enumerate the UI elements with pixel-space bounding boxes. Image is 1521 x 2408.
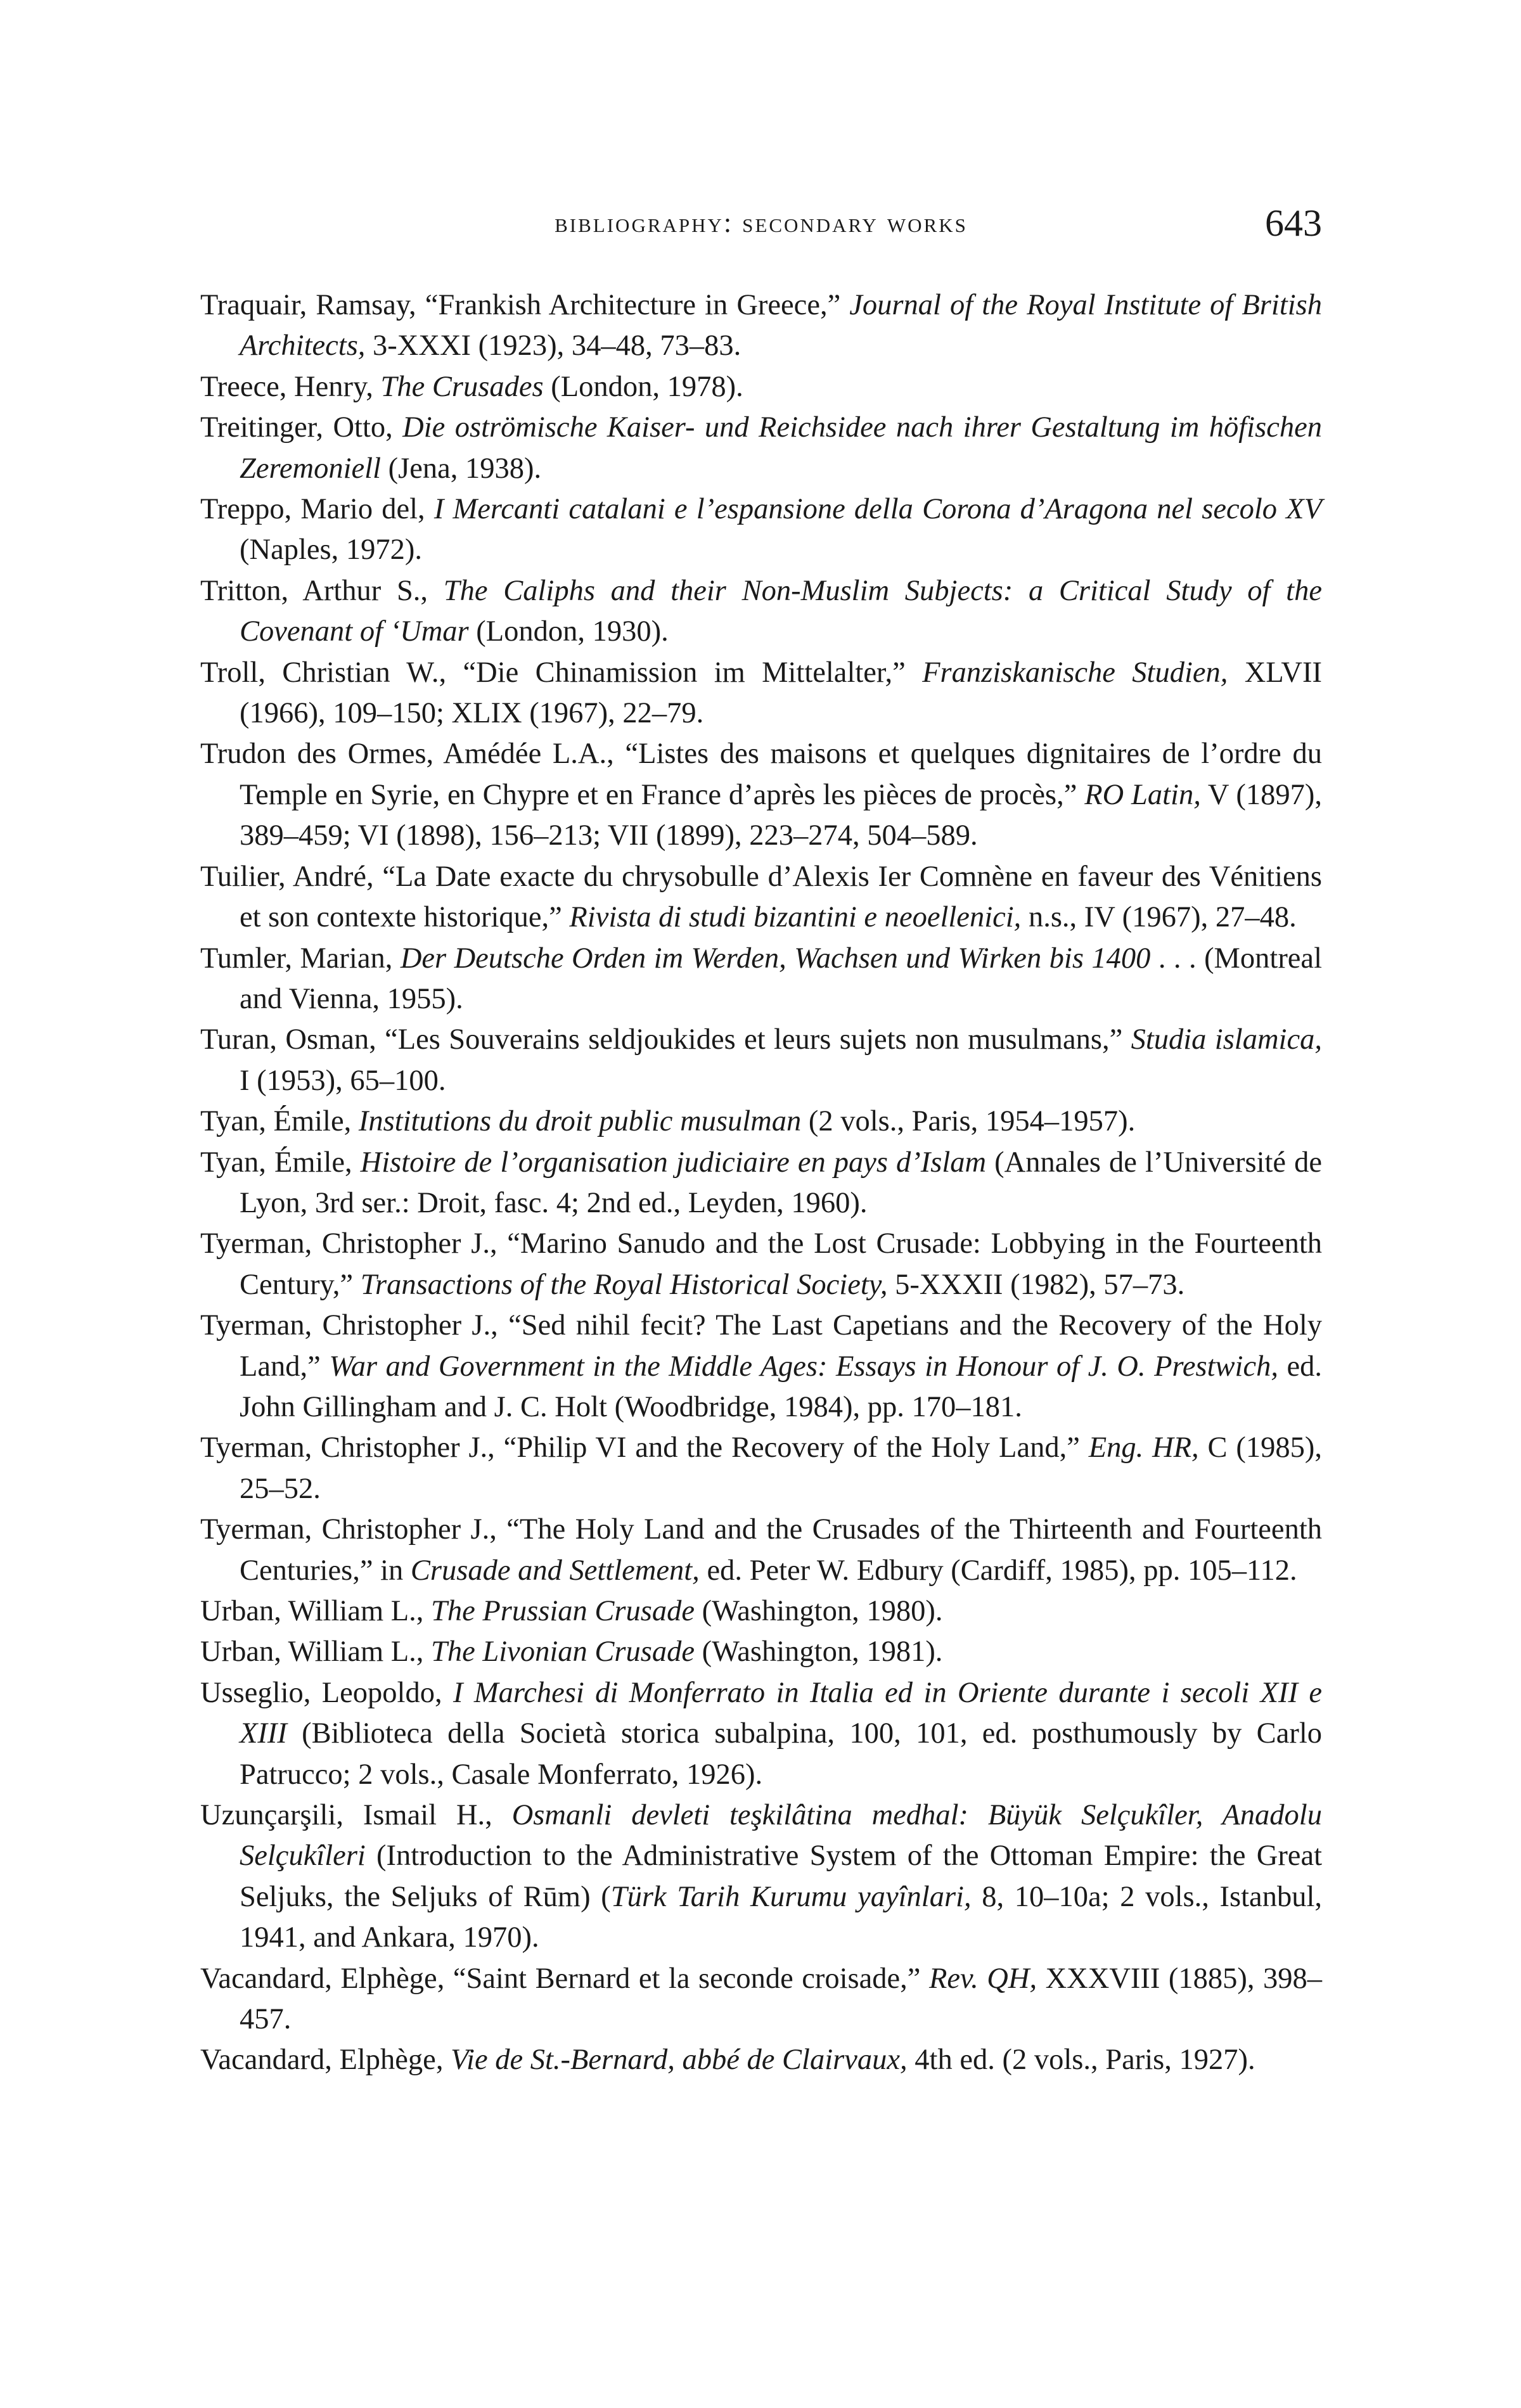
entry-title-italic: Türk Tarih Kurumu yayînlari, bbox=[610, 1880, 972, 1913]
bibliography-entry bbox=[200, 367, 1322, 407]
bibliography-entry bbox=[200, 407, 1322, 489]
entry-title-italic: RO Latin, bbox=[1084, 778, 1201, 811]
entry-text: Vacandard, Elphège, “Saint Bernard et la seconde croisade,” bbox=[200, 1962, 929, 1995]
entry-text: (Washington, 1980). bbox=[695, 1595, 943, 1627]
bibliography-entry bbox=[200, 2040, 1322, 2080]
entry-text: Uzunçarşili, Ismail H., bbox=[200, 1799, 512, 1832]
entry-title-italic: The Prussian Crusade bbox=[431, 1595, 695, 1627]
page-header bbox=[200, 202, 1322, 252]
entry-title-italic: The Caliphs and their Non-Muslim Subjects: a Critical Study of the Covenant of ‘Umar bbox=[240, 574, 1322, 648]
entry-text: Troll, Christian W., “Die Chinamission im Mittelalter,” bbox=[200, 656, 923, 689]
entry-text: (London, 1978). bbox=[543, 370, 743, 403]
entry-title-italic: Studia islamica, bbox=[1131, 1023, 1322, 1056]
entry-text: (2 vols., Paris, 1954–1957). bbox=[801, 1105, 1136, 1138]
entry-title-italic: Rev. QH, bbox=[928, 1962, 1037, 1995]
entry-title-italic: Transactions of the Royal Historical Society, bbox=[360, 1268, 888, 1301]
entry-text: Tuilier, André, “La Date exacte du chrysobulle d’Alexis Ier Comnène en faveur des Vénitiens et son contexte historique,” bbox=[200, 860, 1322, 934]
entry-text: 5-XXXII (1982), 57–73. bbox=[887, 1268, 1185, 1301]
entry-text: (Annales de l’Université de Lyon, 3rd ser.: Droit, fasc. 4; 2nd ed., Leyden, 1960). bbox=[240, 1146, 1322, 1219]
bibliography-entry bbox=[200, 1020, 1322, 1101]
bibliography-entry bbox=[200, 1224, 1322, 1305]
entry-title-italic: The Crusades bbox=[380, 370, 544, 403]
entry-text: Tyerman, Christopher J., “The Holy Land and the Crusades of the Thirteenth and Fourteenth Centuries,” in bbox=[200, 1513, 1322, 1587]
bibliography-entry bbox=[200, 1101, 1322, 1142]
entry-title-italic: Journal of the Royal Institute of British Architects, bbox=[240, 289, 1322, 362]
bibliography-entry bbox=[200, 653, 1322, 734]
entry-title-italic: War and Government in the Middle Ages: Essays in Honour of J. O. Prestwich, bbox=[329, 1350, 1278, 1383]
entry-text: Tyerman, Christopher J., “Philip VI and the Recovery of the Holy Land,” bbox=[200, 1431, 1089, 1464]
bibliography-entry bbox=[200, 571, 1322, 653]
entry-text: Trudon des Ormes, Amédée L.A., “Listes des maisons et quelques dignitaires de l’ordre du Temple en Syrie, en Chypre et en France d’après les pièces de procès,” bbox=[200, 738, 1322, 811]
bibliography-list bbox=[200, 285, 1322, 2081]
entry-text: ed. Peter W. Edbury (Cardiff, 1985), pp. 105–112. bbox=[699, 1554, 1297, 1587]
bibliography-entry bbox=[200, 734, 1322, 856]
entry-title-italic: Eng. HR, bbox=[1088, 1431, 1199, 1464]
page-number: 643 bbox=[1265, 202, 1322, 244]
entry-title-italic: Histoire de l’organisation judiciaire en pays d’Islam bbox=[360, 1146, 987, 1179]
bibliography-entry bbox=[200, 489, 1322, 571]
bibliography-entry bbox=[200, 1509, 1322, 1591]
entry-text: Urban, William L., bbox=[200, 1636, 432, 1668]
bibliography-entry bbox=[200, 1632, 1322, 1672]
entry-text: Treppo, Mario del, bbox=[200, 493, 434, 526]
entry-title-italic: Die oströmische Kaiser- und Reichsidee nach ihrer Gestaltung im höfischen Zeremoniell bbox=[240, 411, 1322, 485]
entry-text: Tyerman, Christopher J., “Sed nihil fecit? The Last Capetians and the Recovery of the Holy Land,” bbox=[200, 1309, 1322, 1383]
entry-text: n.s., IV (1967), 27–48. bbox=[1021, 901, 1297, 934]
entry-title-italic: I Mercanti catalani e l’espansione della Corona d’Aragona nel secolo XV bbox=[433, 493, 1322, 526]
entry-title-italic: I Marchesi di Monferrato in Italia ed in Oriente durante i secoli XII e XIII bbox=[240, 1676, 1322, 1750]
entry-text: Turan, Osman, “Les Souverains seldjoukides et leurs sujets non musulmans,” bbox=[200, 1023, 1131, 1056]
entry-text: Tritton, Arthur S., bbox=[200, 574, 444, 607]
entry-text: Treece, Henry, bbox=[200, 370, 381, 403]
entry-text: I (1953), 65–100. bbox=[240, 1064, 446, 1097]
entry-text: . . . (Montreal and Vienna, 1955). bbox=[240, 942, 1322, 1015]
entry-text: Treitinger, Otto, bbox=[200, 411, 403, 444]
entry-text: (Biblioteca della Società storica subalpina, 100, 101, ed. posthumously by Carlo Patrucco; 2 vols., Casale Monferrato, 1926). bbox=[240, 1717, 1322, 1791]
entry-text: Usseglio, Leopoldo, bbox=[200, 1676, 453, 1709]
entry-text: (Naples, 1972). bbox=[240, 534, 422, 567]
entry-text: Traquair, Ramsay, “Frankish Architecture in Greece,” bbox=[200, 289, 850, 321]
bibliography-entry bbox=[200, 1795, 1322, 1959]
bibliography-entry bbox=[200, 285, 1322, 367]
entry-text: (London, 1930). bbox=[468, 615, 669, 648]
entry-text: XLVII (1966), 109–150; XLIX (1967), 22–79. bbox=[240, 656, 1322, 730]
bibliography-entry bbox=[200, 1673, 1322, 1795]
entry-text: ed. John Gillingham and J. C. Holt (Woodbridge, 1984), pp. 170–181. bbox=[240, 1350, 1323, 1423]
entry-text: (Washington, 1981). bbox=[694, 1636, 943, 1668]
entry-text: Tyan, Émile, bbox=[200, 1105, 359, 1138]
entry-text: 8, 10–10a; 2 vols., Istanbul, 1941, and Ankara, 1970). bbox=[240, 1880, 1322, 1954]
bibliography-entry bbox=[200, 857, 1322, 938]
entry-text: (Jena, 1938). bbox=[381, 452, 542, 485]
running-head: bibliography: secondary works bbox=[555, 207, 968, 238]
bibliography-entry bbox=[200, 1143, 1322, 1224]
entry-text: 4th ed. (2 vols., Paris, 1927). bbox=[907, 2044, 1255, 2077]
entry-title-italic: Der Deutsche Orden im Werden, Wachsen und Wirken bis 1400 bbox=[400, 942, 1151, 975]
entry-text: Tyan, Émile, bbox=[200, 1146, 361, 1179]
bibliography-entry bbox=[200, 1305, 1322, 1428]
entry-title-italic: Crusade and Settlement, bbox=[410, 1554, 700, 1587]
entry-text: C (1985), 25–52. bbox=[240, 1431, 1322, 1505]
entry-text: (Introduction to the Administrative System of the Ottoman Empire: the Great Seljuks, the Seljuks of Rūm) ( bbox=[240, 1840, 1322, 1913]
bibliography-entry bbox=[200, 1959, 1322, 2040]
entry-title-italic: Osmanli devleti teşkilâtina medhal: Büyük Selçukîler, Anadolu Selçukîleri bbox=[240, 1799, 1322, 1873]
entry-title-italic: Rivista di studi bizantini e neoellenici, bbox=[569, 901, 1022, 934]
entry-title-italic: Vie de St.-Bernard, abbé de Clairvaux, bbox=[451, 2044, 908, 2077]
entry-title-italic: The Livonian Crusade bbox=[431, 1636, 695, 1668]
bibliography-entry bbox=[200, 1428, 1322, 1509]
bibliography-entry bbox=[200, 1591, 1322, 1632]
entry-text: Vacandard, Elphège, bbox=[200, 2044, 451, 2077]
entry-text: Tumler, Marian, bbox=[200, 942, 401, 975]
entry-text: V (1897), 389–459; VI (1898), 156–213; VII (1899), 223–274, 504–589. bbox=[240, 778, 1323, 852]
entry-title-italic: Institutions du droit public musulman bbox=[358, 1105, 802, 1138]
entry-text: Tyerman, Christopher J., “Marino Sanudo and the Lost Crusade: Lobbying in the Fourteenth Century,” bbox=[200, 1227, 1322, 1301]
bibliography-entry bbox=[200, 938, 1322, 1020]
entry-text: XXXVIII (1885), 398–457. bbox=[240, 1962, 1322, 2036]
entry-text: Urban, William L., bbox=[200, 1595, 432, 1627]
entry-title-italic: Franziskanische Studien, bbox=[922, 656, 1228, 689]
entry-text: 3-XXXI (1923), 34–48, 73–83. bbox=[365, 330, 741, 362]
